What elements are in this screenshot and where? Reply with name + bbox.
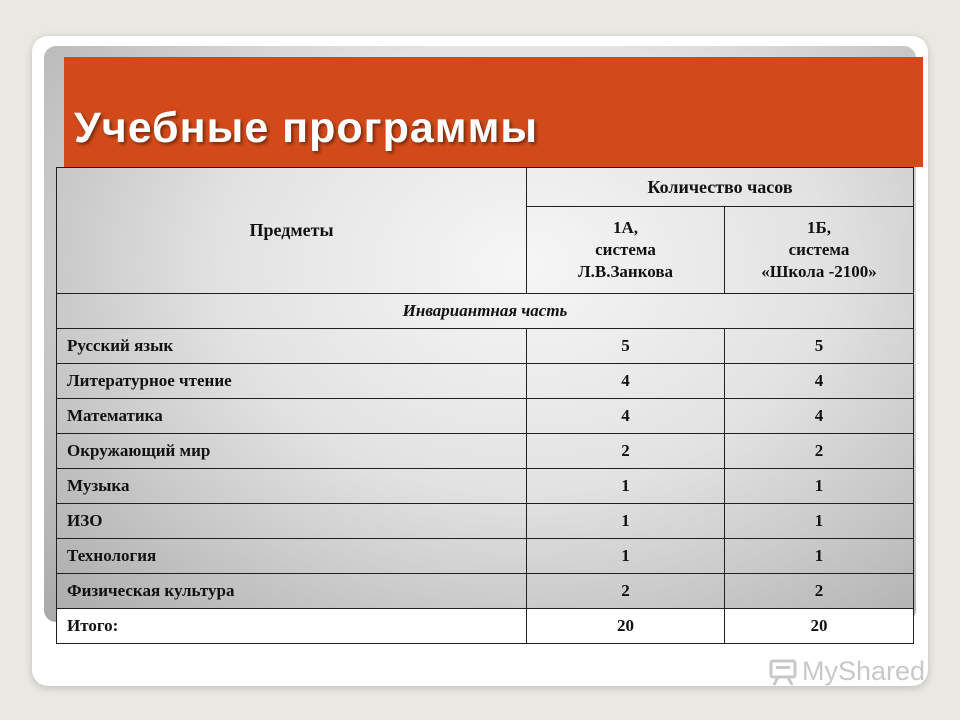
hours-1a-cell: 4 <box>527 399 725 434</box>
total-1a-cell: 20 <box>527 609 725 644</box>
hours-1a-cell: 1 <box>527 539 725 574</box>
table-row <box>57 434 914 469</box>
subjects-header: Предметы <box>57 168 527 294</box>
watermark <box>768 656 925 687</box>
table-row <box>57 399 914 434</box>
subject-cell: ИЗО <box>57 504 527 539</box>
section-label: Инвариантная часть <box>57 294 914 329</box>
class-1a-header <box>527 207 725 294</box>
hours-1b-cell: 4 <box>725 364 914 399</box>
table-row <box>57 364 914 399</box>
subject-cell: Физическая культура <box>57 574 527 609</box>
class-1b-line3: «Школа -2100» <box>761 262 877 281</box>
hours-1a-cell: 1 <box>527 504 725 539</box>
subject-cell: Окружающий мир <box>57 434 527 469</box>
table-row <box>57 504 914 539</box>
subject-cell: Математика <box>57 399 527 434</box>
subject-cell: Русский язык <box>57 329 527 364</box>
hours-1a-cell: 1 <box>527 469 725 504</box>
total-row <box>57 609 914 644</box>
total-label: Итого: <box>57 609 527 644</box>
hours-header: Количество часов <box>527 168 914 207</box>
subject-cell: Технология <box>57 539 527 574</box>
hours-1a-cell: 4 <box>527 364 725 399</box>
hours-1b-cell: 4 <box>725 399 914 434</box>
table-row <box>57 469 914 504</box>
hours-1b-cell: 1 <box>725 539 914 574</box>
hours-1b-cell: 1 <box>725 469 914 504</box>
presentation-board-icon <box>768 657 798 687</box>
hours-1b-cell: 2 <box>725 434 914 469</box>
class-1b-line2: система <box>788 240 850 259</box>
table-row <box>57 329 914 364</box>
hours-1a-cell: 2 <box>527 434 725 469</box>
total-1b-cell: 20 <box>725 609 914 644</box>
subject-cell: Литературное чтение <box>57 364 527 399</box>
watermark-text: MyShared <box>802 656 926 686</box>
class-1a-line3: Л.В.Занкова <box>577 262 674 281</box>
slide-title: Учебные программы <box>74 104 539 152</box>
class-1b-header <box>725 207 914 294</box>
hours-1b-cell: 5 <box>725 329 914 364</box>
subject-cell: Музыка <box>57 469 527 504</box>
hours-1a-cell: 2 <box>527 574 725 609</box>
hours-1a-cell: 5 <box>527 329 725 364</box>
hours-1b-cell: 1 <box>725 504 914 539</box>
hours-1b-cell: 2 <box>725 574 914 609</box>
class-1b-line1: 1Б, <box>807 218 831 237</box>
table-row <box>57 574 914 609</box>
class-1a-line1: 1А, <box>612 218 639 237</box>
class-1a-line2: система <box>595 240 656 259</box>
curriculum-table <box>56 167 914 644</box>
table-row <box>57 539 914 574</box>
